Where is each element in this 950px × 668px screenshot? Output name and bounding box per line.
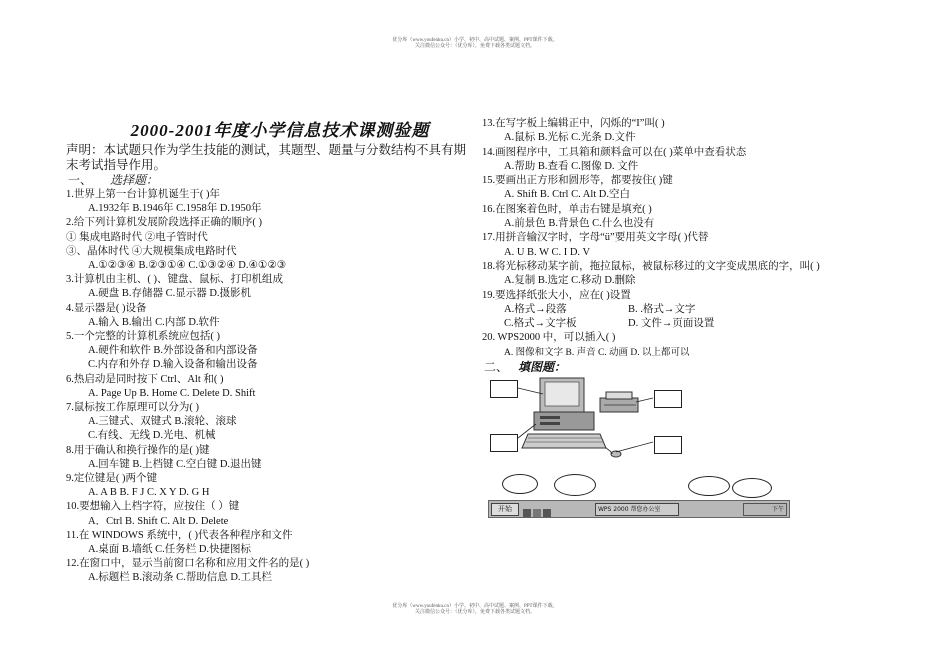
question-stem: 9.定位键是( )两个键 [66, 473, 157, 485]
question-stem: 7.鼠标按工作原理可以分为( ) [66, 402, 199, 414]
blank-label-box[interactable] [654, 436, 682, 454]
blank-callout[interactable] [502, 474, 538, 494]
taskbar [488, 500, 790, 518]
question-options: A. A B B. F J C. X Y D. G H [88, 487, 210, 499]
question-stem: 2.给下列计算机发展阶段选择正确的顺序( ) [66, 217, 262, 229]
question-options: A.复制 B.选定 C.移动 D.删除 [504, 275, 636, 287]
quick-launch-icons[interactable] [523, 504, 553, 513]
question-options: A.鼠标 B.光标 C.光条 D.文件 [504, 132, 636, 144]
question-stem: 3.计算机由主机、( )、键盘、鼠标、打印机组成 [66, 274, 283, 286]
question-list-left [66, 188, 466, 586]
keyboard-icon [522, 434, 606, 448]
question-options: A.前景色 B.背景色 C.什么也没有 [504, 218, 655, 230]
header-line: 优分库（www.youfenku.cn）小学、初中、高中试题、案例、PPT课件下载。 关注微信公众号：（优分库），免费下载各类试题文档。 [392, 38, 558, 49]
question-stem: 17.用拼音输汉字时，字母“ü”要用英文字母( )代替 [482, 232, 709, 244]
question-options: A.①②③④ B.②③①④ C.①③②④ D.④①②③ [88, 260, 287, 272]
question-stem: 11.在 WINDOWS 系统中，( )代表各种程序和文件 [66, 529, 293, 541]
question-stem: 6.热启动是同时按下 Ctrl、Alt 和( ) [66, 373, 224, 385]
system-tray-clock: 下午 [743, 503, 787, 516]
question-options: A.标题栏 B.滚动条 C.帮助信息 D.工具栏 [88, 572, 273, 584]
question-options: C.内存和外存 D.输入设备和输出设备 [88, 359, 258, 371]
question-stem: ① 集成电路时代 ②电子管时代 [66, 231, 208, 243]
question-list-right [482, 117, 882, 303]
taskbar-illustration [488, 474, 788, 524]
q19-options-row [482, 303, 882, 317]
start-button[interactable]: 开始 [491, 503, 519, 516]
quick-launch-icon[interactable] [543, 509, 551, 517]
section-heading-choice [66, 173, 466, 188]
footer-line: 优分库（www.youfenku.cn）小学、初中、高中试题、案例、PPT课件下载。 关注微信公众号：（优分库），免费下载各类试题文档。 [392, 604, 558, 615]
declaration: 声明：本试题只作为学生技能的测试，其题型、题量与分数结构不具有期末考试指导作用。 [66, 143, 467, 172]
question-stem: 19.要选择纸张大小，应在( )设置 [482, 289, 631, 301]
question-stem: 5.一个完整的计算机系统应包括( ) [66, 331, 220, 343]
question-stem: 10.要想输入上档字符，应按住（ ）键 [66, 501, 240, 513]
q20-options: A. 图像和文字 B. 声音 C. 动画 D. 以上都可以 [504, 347, 690, 358]
question-stem: 12.在窗口中，显示当前窗口名称和应用文件名的是( ) [66, 558, 310, 570]
blank-callout[interactable] [732, 478, 772, 498]
question-stem: 15.要画出正方形和圆形等，都要按住( )键 [482, 175, 673, 187]
question-options: A.硬件和软件 B.外部设备和内部设备 [88, 345, 258, 357]
quick-launch-icon[interactable] [523, 509, 531, 517]
computer-illustration [488, 372, 788, 462]
header-watermark [0, 38, 950, 50]
question-options: A. Shift B. Ctrl C. Alt D.空白 [504, 189, 631, 201]
question-stem: 1.世界上第一台计算机诞生于( )年 [66, 189, 220, 200]
system-unit-icon [534, 412, 594, 430]
option: B. .格式→文字 [628, 303, 696, 315]
blank-callout[interactable] [554, 474, 596, 496]
question-options: A.三键式、双键式 B.滚轮、滚球 [88, 416, 237, 428]
question-stem: 4.显示器是( )设备 [66, 302, 147, 314]
blank-callout[interactable] [688, 476, 730, 496]
footer-watermark [0, 604, 950, 616]
question-options: A.输入 B.输出 C.内部 D.软件 [88, 316, 220, 328]
section-label: 选择题： [110, 173, 159, 187]
taskbar-window-button[interactable]: WPS 2000 帮您办公室 [595, 503, 679, 516]
question-stem: 18.将光标移动某字前，拖拉鼠标，被鼠标移过的文字变成黑底的字，叫( ) [482, 260, 820, 272]
question-options: A.帮助 B.查看 C.图像 D. 文件 [504, 160, 639, 172]
question-stem: 13.在写字板上编辑正中，闪烁的“I”叫( ) [482, 118, 665, 129]
question-options: A.回车键 B.上档键 C.空白键 D.退出键 [88, 458, 262, 470]
blank-label-box[interactable] [490, 434, 518, 452]
left-column [66, 118, 466, 586]
page-title: 2000-2001年度小学信息技术课测验题 [130, 121, 430, 140]
section-number: 一、 [68, 173, 93, 187]
question-stem: 14.画图程序中，工具箱和颜料盒可以在( )菜单中查看状态 [482, 146, 747, 158]
section-label: 填图题： [518, 360, 567, 375]
q19-options-row [482, 317, 882, 331]
question-options: A.硬盘 B.存储器 C.显示器 D.摄影机 [88, 288, 252, 300]
question-options: C.有线、无线 D.光电、机械 [88, 430, 216, 442]
q20-stem: 20. WPS2000 中，可以插入( ) [482, 332, 616, 344]
option: A.格式→段落 [504, 303, 567, 315]
question-stem: 8.用于确认和换行操作的是( )键 [66, 444, 210, 456]
blank-label-box[interactable] [654, 390, 682, 408]
blank-label-box[interactable] [490, 380, 518, 398]
section-number: 二、 [484, 360, 509, 375]
quick-launch-icon[interactable] [533, 509, 541, 517]
question-options: A.1932年 B.1946年 C.1958年 D.1950年 [88, 203, 262, 215]
question-options: A. U B. W C. I D. V [504, 246, 591, 258]
question-stem: 16.在图案着色时，单击右键是填充( ) [482, 203, 652, 215]
question-options: A.桌面 B.墙纸 C.任务栏 D.快捷图标 [88, 544, 252, 556]
right-column [482, 117, 882, 375]
question-stem: ③、晶体时代 ④大规模集成电路时代 [66, 245, 237, 257]
option: C.格式→文字板 [504, 318, 577, 330]
question-options: A. Page Up B. Home C. Delete D. Shift [88, 387, 256, 399]
option: D. 文件→页面设置 [628, 318, 715, 330]
computer-drawing [488, 372, 788, 462]
question-options: A．Ctrl B. Shift C. Alt D. Delete [88, 515, 229, 527]
